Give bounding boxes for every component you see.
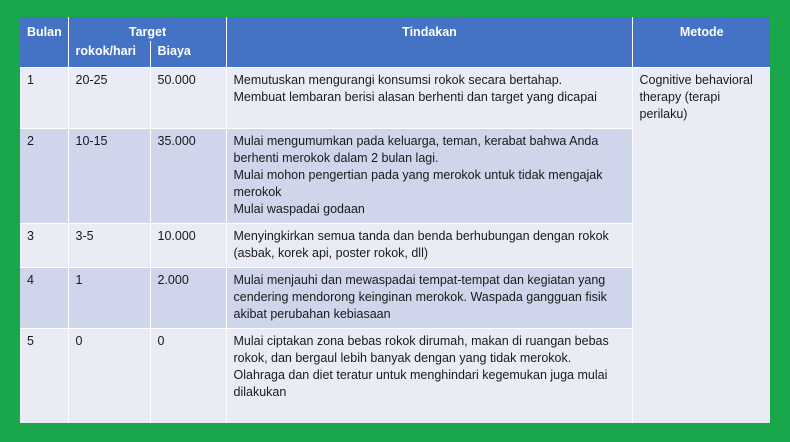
cell-bulan: 3 [20,224,68,268]
cell-biaya: 35.000 [150,129,226,224]
cell-rokok: 3-5 [68,224,150,268]
header-biaya: Biaya [150,41,226,68]
tindakan-line: Mulai mohon pengertian pada yang merokok untuk tidak mengajak merokok [233,168,603,199]
tindakan-line: Mulai ciptakan zona bebas rokok dirumah, makan di ruangan bebas rokok, dan bergaul lebih banyak dengan yang tidak merokok. [233,334,609,365]
cell-biaya: 2.000 [150,268,226,329]
cell-tindakan [226,329,632,424]
cell-rokok: 1 [68,268,150,329]
cell-rokok: 0 [68,329,150,424]
cell-rokok: 10-15 [68,129,150,224]
cell-metode: Cognitive behavioral therapy (terapi perilaku) [632,68,770,424]
header-target: Target [68,17,226,41]
tindakan-line: Mulai waspadai godaan [233,202,365,216]
tindakan-line: Olahraga dan diet teratur untuk menghindari kegemukan juga mulai dilakukan [233,368,608,399]
cell-tindakan [226,268,632,329]
cell-biaya: 50.000 [150,68,226,129]
tindakan-line: Mulai mengumumkan pada keluarga, teman, kerabat bahwa Anda berhenti merokok dalam 2 bulan lagi. [233,134,599,165]
cell-tindakan [226,129,632,224]
cell-biaya: 10.000 [150,224,226,268]
cell-bulan: 5 [20,329,68,424]
tindakan-line: Mulai menjauhi dan mewaspadai tempat-tempat dan kegiatan yang cendering mendorong keinginan merokok. Waspada gangguan fisik akibat perubahan kebiasaan [233,273,607,321]
tindakan-line: Menyingkirkan semua tanda dan benda berhubungan dengan rokok (asbak, korek api, poster rokok, dll) [233,229,609,260]
cell-bulan: 2 [20,129,68,224]
cell-rokok: 20-25 [68,68,150,129]
cell-bulan: 1 [20,68,68,129]
cell-tindakan [226,224,632,268]
quit-smoking-plan-table [20,17,770,423]
header-rokok-hari: rokok/hari [68,41,150,68]
header-row [20,17,770,41]
cell-tindakan [226,68,632,129]
cell-biaya: 0 [150,329,226,424]
tindakan-line: Membuat lembaran berisi alasan berhenti dan target yang dicapai [233,90,597,104]
header-metode: Metode [632,17,770,68]
cell-bulan: 4 [20,268,68,329]
tindakan-line: Memutuskan mengurangi konsumsi rokok secara bertahap. [233,73,563,87]
header-tindakan: Tindakan [226,17,632,68]
header-bulan: Bulan [20,17,68,68]
table-row [20,68,770,129]
